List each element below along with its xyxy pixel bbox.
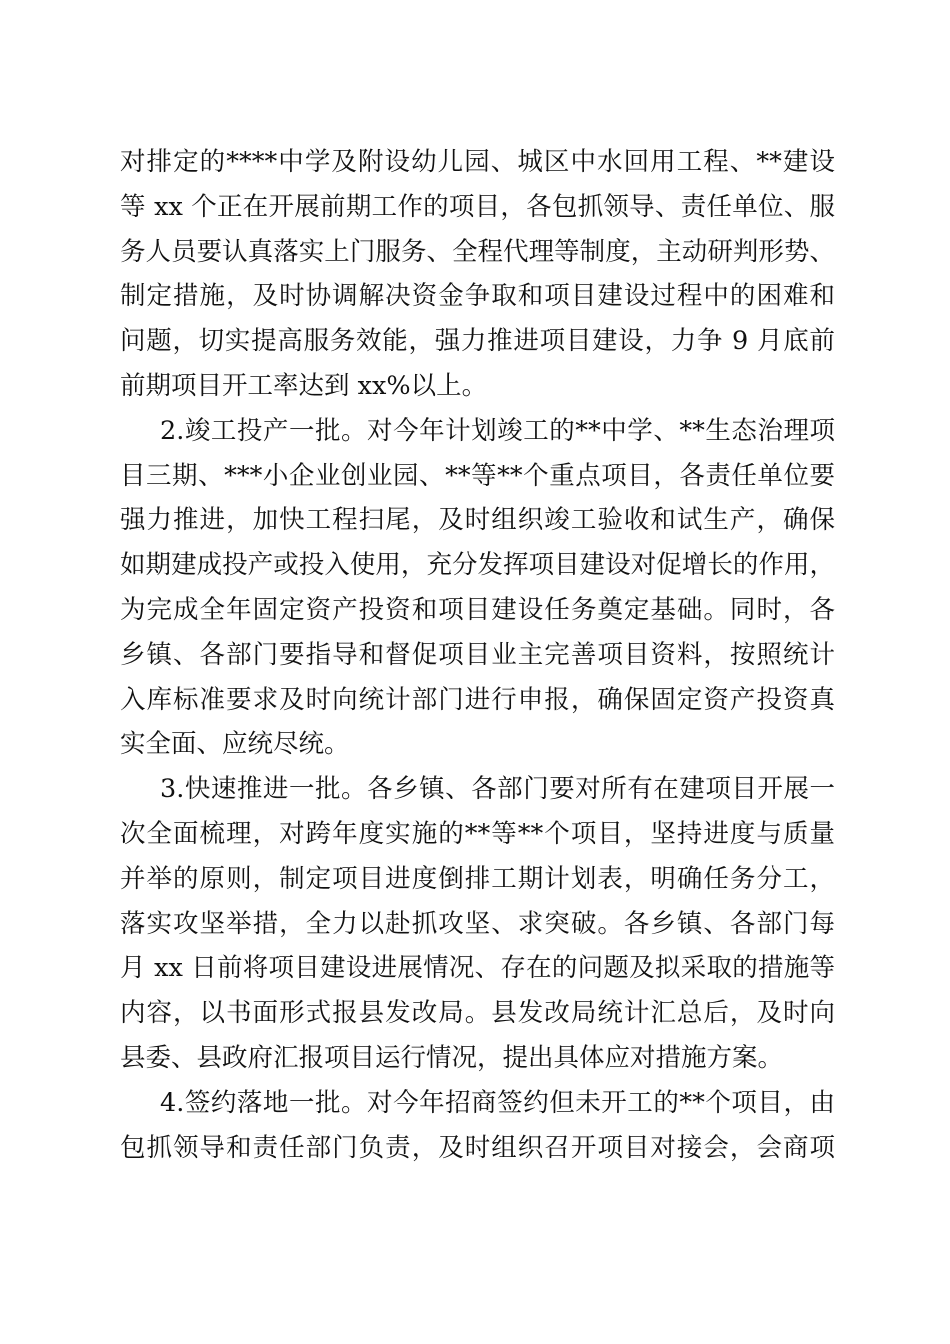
text-line: 如期建成投产或投入使用，充分发挥项目建设对促增长的作用， — [120, 550, 835, 581]
text-line: 务人员要认真落实上门服务、全程代理等制度，主动研判形势、 — [120, 236, 835, 267]
text-line: 为完成全年固定资产投资和项目建设任务奠定基础。同时，各 — [120, 594, 835, 625]
text-line: 乡镇、各部门要指导和督促项目业主完善项目资料，按照统计 — [120, 639, 835, 670]
text-line: 4.签约落地一批。对今年招商签约但未开工的**个项目，由 — [160, 1087, 835, 1118]
text-line: 强力推进，加快工程扫尾，及时组织竣工验收和试生产，确保 — [120, 505, 835, 536]
text-line: 制定措施，及时协调解决资金争取和项目建设过程中的困难和 — [120, 281, 835, 312]
text-line: 入库标准要求及时向统计部门进行申报，确保固定资产投资真 — [120, 684, 835, 715]
paragraph-2 — [120, 409, 835, 767]
text-line: 前期项目开工率达到 xx%以上。 — [120, 370, 488, 401]
document-body — [120, 140, 835, 1170]
paragraph-3 — [120, 767, 835, 1081]
paragraph-4 — [120, 1081, 835, 1171]
text-line: 对排定的****中学及附设幼儿园、城区中水回用工程、**建设 — [120, 147, 835, 177]
text-line: 内容，以书面形式报县发改局。县发改局统计汇总后，及时向 — [120, 998, 835, 1029]
text-line: 等 xx 个正在开展前期工作的项目，各包抓领导、责任单位、服 — [120, 191, 835, 222]
text-line: 目三期、***小企业创业园、**等**个重点项目，各责任单位要 — [120, 460, 835, 491]
text-line: 次全面梳理，对跨年度实施的**等**个项目，坚持进度与质量 — [120, 818, 835, 849]
text-line: 落实攻坚举措，全力以赴抓攻坚、求突破。各乡镇、各部门每 — [120, 908, 835, 939]
text-line: 包抓领导和责任部门负责，及时组织召开项目对接会，会商项 — [120, 1132, 835, 1163]
text-line: 县委、县政府汇报项目运行情况，提出具体应对措施方案。 — [120, 1042, 784, 1073]
paragraph-1 — [120, 140, 835, 409]
text-line: 问题，切实提高服务效能，强力推进项目建设，力争 9 月底前 — [120, 326, 835, 357]
text-line: 月 xx 日前将项目建设进展情况、存在的问题及拟采取的措施等 — [120, 953, 835, 984]
text-line: 并举的原则，制定项目进度倒排工期计划表，明确任务分工， — [120, 863, 835, 894]
text-line: 3.快速推进一批。各乡镇、各部门要对所有在建项目开展一 — [160, 774, 835, 805]
text-line: 实全面、应统尽统。 — [120, 729, 350, 760]
text-line: 2.竣工投产一批。对今年计划竣工的**中学、**生态治理项 — [160, 415, 835, 446]
